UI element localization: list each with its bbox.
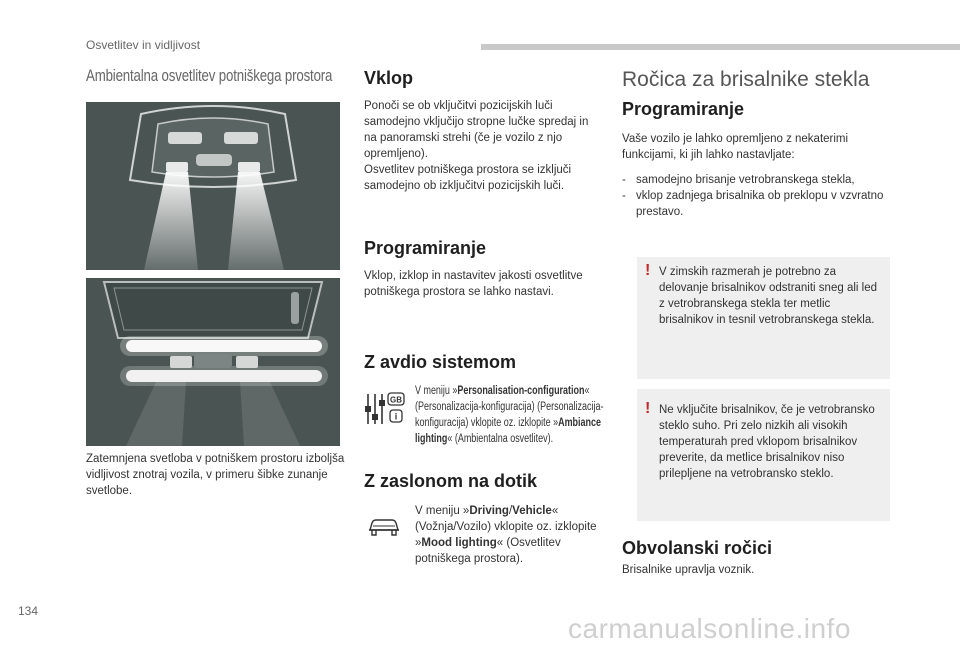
programiranje-text-middle: Vklop, izklop in nastavitev jakosti osvetlitve potniškega prostora se lahko nastavi.: [364, 270, 583, 298]
audio-settings-icon: [364, 392, 406, 426]
warning-text: V zimskih razmerah je potrebno za delovanje brisalnikov odstraniti sneg ali led z vetrobranskega stekla ter metlic brisalnikov in tesnil vetrobranskega stekla.: [659, 266, 877, 326]
page-title-right: Ročica za brisalnike stekla: [622, 68, 870, 91]
svg-text:GB: GB: [390, 395, 402, 405]
header-bar: [481, 44, 960, 50]
warning-text: Ne vključite brisalnikov, če je vetrobransko steklo suho. Pri zelo nizkih ali visokih temperaturah pred vklopom brisalnikov preverite, da metlice brisalnikov niso prilepljene na vetrobransko steklo.: [659, 404, 875, 480]
menu-ambiance-lighting: Ambiance lighting: [415, 417, 601, 445]
obvolanski-text: Brisalnike upravlja voznik.: [622, 564, 755, 576]
menu-vehicle: Vehicle: [512, 505, 552, 517]
ceiling-lights-image: [86, 102, 340, 270]
warning-icon: !: [645, 400, 651, 417]
panoramic-roof-image: [86, 278, 340, 446]
zaslon-heading: Z zaslonom na dotik: [364, 471, 538, 491]
section-label: Osvetlitev in vidljivost: [86, 38, 201, 52]
obvolanski-heading: Obvolanski ročici: [622, 538, 773, 558]
warning-icon: !: [645, 262, 651, 279]
programiranje-heading-right: Programiranje: [622, 99, 745, 119]
page-number: 134: [18, 604, 39, 618]
watermark: carmanualsonline.info: [568, 613, 851, 644]
vklop-heading: Vklop: [364, 68, 414, 88]
list-item: - samodejno brisanje vetrobranskega stekla,: [622, 172, 892, 188]
menu-personalisation: Personalisation-configuration: [457, 385, 585, 397]
warning-box: [637, 257, 890, 379]
vklop-text: Ponoči se ob vključitvi pozicijskih luči samodejno vključijo stropne lučke spredaj in na panoramski strehi (če je vozilo z njo opremljeno). Osvetlitev potniškega prostora se izključi samodejno ob izključitvi pozicijskih luči.: [364, 100, 589, 192]
page-title-left: Ambientalna osvetlitev potniškega prostora: [86, 66, 333, 85]
zaslon-text: V meniju »Driving/Vehicle« (Vožnja/Vozilo) vklopite oz. izklopite »Mood lighting« (Osvetlitev potniškega prostora).: [415, 505, 597, 565]
avdio-text: V meniju »Personalisation-configuration« (Personalizacija-konfiguracija) (Personalizacija-konfiguracija) vklopite oz. izklopite »Ambiance lighting« (Ambientalna osvetlitev).: [415, 385, 604, 445]
menu-mood-lighting: Mood lighting: [421, 537, 497, 549]
feature-list: [622, 172, 892, 220]
panoramic-roof-illustration: [86, 278, 340, 446]
avdio-heading: Z avdio sistemom: [364, 352, 517, 372]
programiranje-heading-middle: Programiranje: [364, 238, 487, 258]
left-caption: Zatemnjena svetloba v potniškem prostoru izboljša vidljivost znotraj vozila, v primeru šibke zunanje svetlobe.: [86, 453, 345, 497]
svg-text:i: i: [394, 411, 398, 422]
warning-box: [637, 389, 890, 521]
ceiling-lights-illustration: [86, 102, 340, 270]
car-icon: [367, 514, 401, 538]
list-item: - vklop zadnjega brisalnika ob preklopu v vzvratno prestavo.: [622, 188, 892, 220]
menu-driving: Driving: [469, 505, 509, 517]
programiranje-intro: Vaše vozilo je lahko opremljeno z nekaterimi funkcijami, ki jih lahko nastavljate:: [622, 133, 849, 161]
